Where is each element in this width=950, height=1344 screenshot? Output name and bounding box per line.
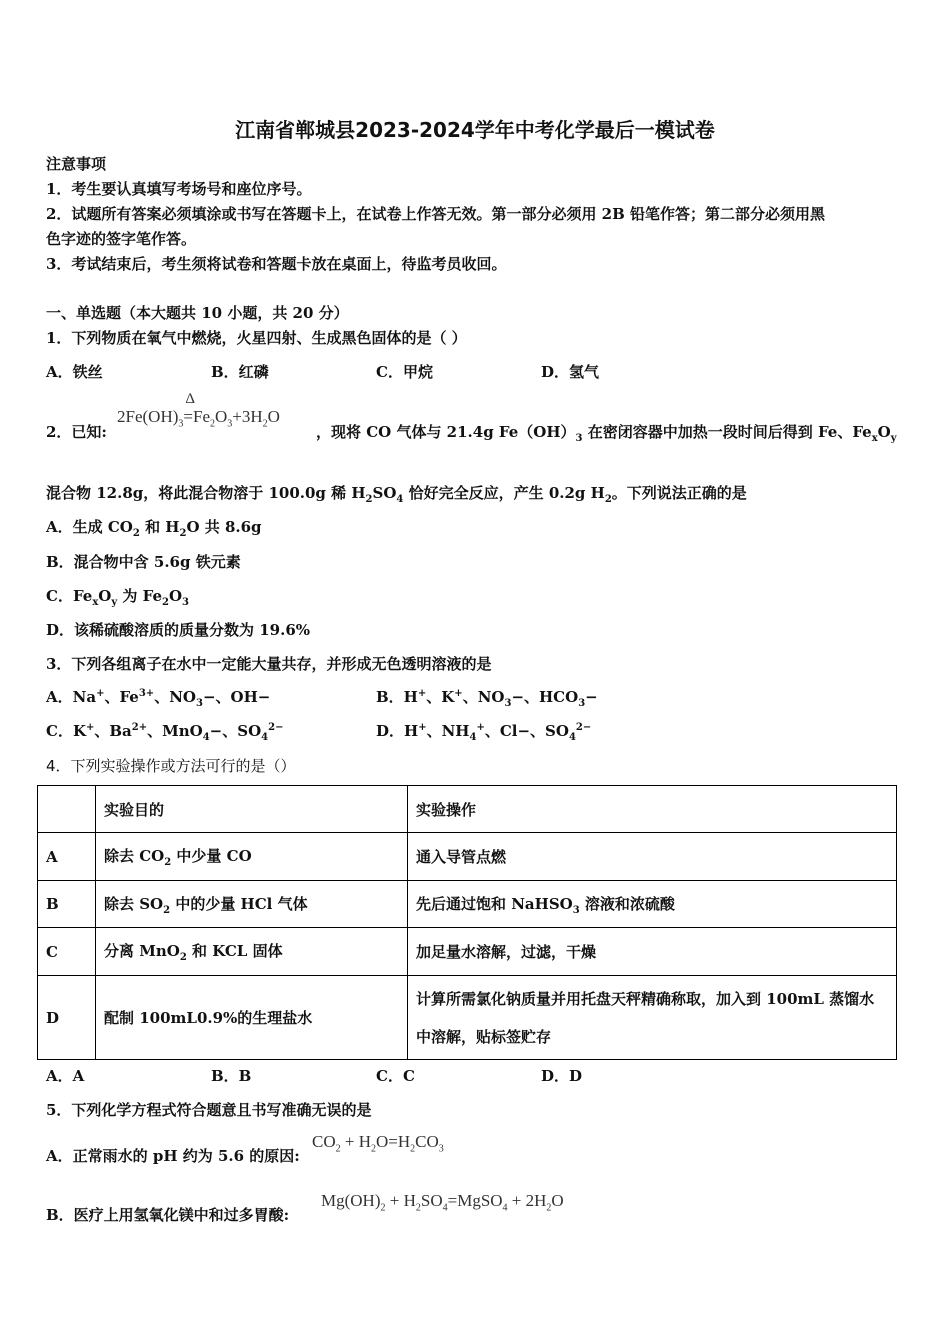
q3-option-c: C．K+、$Ba^{2+}$、MnO$_4$−、$SO_4^{2-}$ — [46, 722, 284, 743]
table-header-row — [38, 786, 897, 833]
q2-prefix: 2．已知: — [46, 423, 107, 441]
table-header: 实验目的 — [96, 786, 408, 833]
q5-option-a-equation: $CO_2 + H_2O=H_2CO_3$ — [312, 1132, 444, 1155]
q3-option-b: B．H+、K+、$NO_3-$、$HCO_3-$ — [376, 688, 598, 709]
q2-option-b: B．混合物中含 5.6g 铁元素 — [46, 553, 241, 571]
table-row — [38, 833, 897, 881]
q3-option-d: D．H+、$NH_4^+$、Cl−、$SO_4^{2-}$ — [376, 722, 592, 743]
q2-equation: $2Fe(OH)_3$ Δ $=Fe_2O_3+3H_2O$ — [117, 391, 280, 430]
page-title: 江南省郸城县2023-2024学年中考化学最后一模试卷 — [235, 118, 715, 142]
table-header: 实验操作 — [408, 786, 897, 833]
table-cell: 计算所需氯化钠质量并用托盘天秤精确称取，加入到 100mL 蒸馏水中溶解，贴标签贮存 — [408, 976, 897, 1060]
notice-item: 1．考生要认真填写考场号和座位序号。 — [46, 180, 312, 198]
q4-table — [37, 785, 897, 1060]
q1-option-d: D．氢气 — [541, 363, 600, 381]
table-cell: 通入导管点燃 — [408, 833, 897, 881]
q2-option-c: C．$Fe_xO_y$ 为 $Fe_2O_3$ — [46, 587, 190, 608]
q2-option-a: A．生成 $CO_2$ 和 $H_2O$ 共 8.6g — [46, 518, 262, 539]
q1-option-a: A．铁丝 — [46, 363, 103, 381]
q4-option-a: A．A — [46, 1067, 85, 1085]
notice-heading: 注意事项 — [46, 155, 107, 173]
table-cell: D — [38, 976, 96, 1060]
table-row — [38, 881, 897, 928]
q5-stem: 5．下列化学方程式符合题意且书写准确无误的是 — [46, 1101, 372, 1119]
q2-option-d: D．该稀硫酸溶质的质量分数为 19.6% — [46, 621, 311, 639]
q4-option-b: B．B — [211, 1067, 252, 1085]
notice-item: 2．试题所有答案必须填涂或书写在答题卡上，在试卷上作答无效。第一部分必须用 2B 铅笔作答；第二部分必须用黑 — [46, 205, 826, 223]
q1-option-b: B．红磷 — [211, 363, 269, 381]
q5-option-b-text: B．医疗上用氢氧化镁中和过多胃酸: — [46, 1206, 290, 1224]
table-cell: 配制 100mL0.9%的生理盐水 — [96, 976, 408, 1060]
q4-option-d: D．D — [541, 1067, 583, 1085]
q2-stem-a: ，现将 CO 气体与 21.4g $Fe(OH)_3$ 在密闭容器中加热一段时间后得到 Fe、$Fe_xO_y$ — [316, 423, 897, 444]
q5-option-a-text: A．正常雨水的 pH 约为 5.6 的原因: — [46, 1147, 300, 1165]
table-cell: C — [38, 928, 96, 976]
table-row — [38, 928, 897, 976]
section-heading: 一、单选题（本大题共 10 小题，共 20 分） — [46, 304, 349, 322]
notice-item: 色字迹的签字笔作答。 — [46, 230, 197, 248]
q4-stem: 4．下列实验操作或方法可行的是（） — [46, 757, 296, 775]
q3-stem: 3．下列各组离子在水中一定能大量共存，并形成无色透明溶液的是 — [46, 655, 492, 673]
table-cell: A — [38, 833, 96, 881]
q4-option-c: C．C — [376, 1067, 415, 1085]
table-row — [38, 976, 897, 1060]
table-cell: 加足量水溶解，过滤，干燥 — [408, 928, 897, 976]
q1-option-c: C．甲烷 — [376, 363, 433, 381]
table-cell: 除去 $SO_2$ 中的少量 HCl 气体 — [96, 881, 408, 928]
q1-stem: 1．下列物质在氧气中燃烧，火星四射、生成黑色固体的是（ ） — [46, 329, 467, 347]
notice-item: 3．考试结束后，考生须将试卷和答题卡放在桌面上，待监考员收回。 — [46, 255, 507, 273]
q3-option-a: A．Na+、$Fe^{3+}$、$NO_3-$、OH− — [46, 688, 271, 709]
table-cell: 除去 $CO_2$ 中少量 CO — [96, 833, 408, 881]
table-cell: B — [38, 881, 96, 928]
table-cell: 先后通过饱和 NaHSO$_3$ 溶液和浓硫酸 — [408, 881, 897, 928]
table-cell: 分离 MnO$_2$ 和 KCL 固体 — [96, 928, 408, 976]
q2-stem-b: 混合物 12.8g，将此混合物溶于 100.0g 稀 $H_2SO_4$ 恰好完全反应，产生 0.2g $H_2$。下列说法正确的是 — [46, 484, 747, 505]
table-header — [38, 786, 96, 833]
q5-option-b-equation: $Mg(OH)_2$ + $H_2SO_4=MgSO_4 + 2H_2O$ — [321, 1191, 564, 1214]
